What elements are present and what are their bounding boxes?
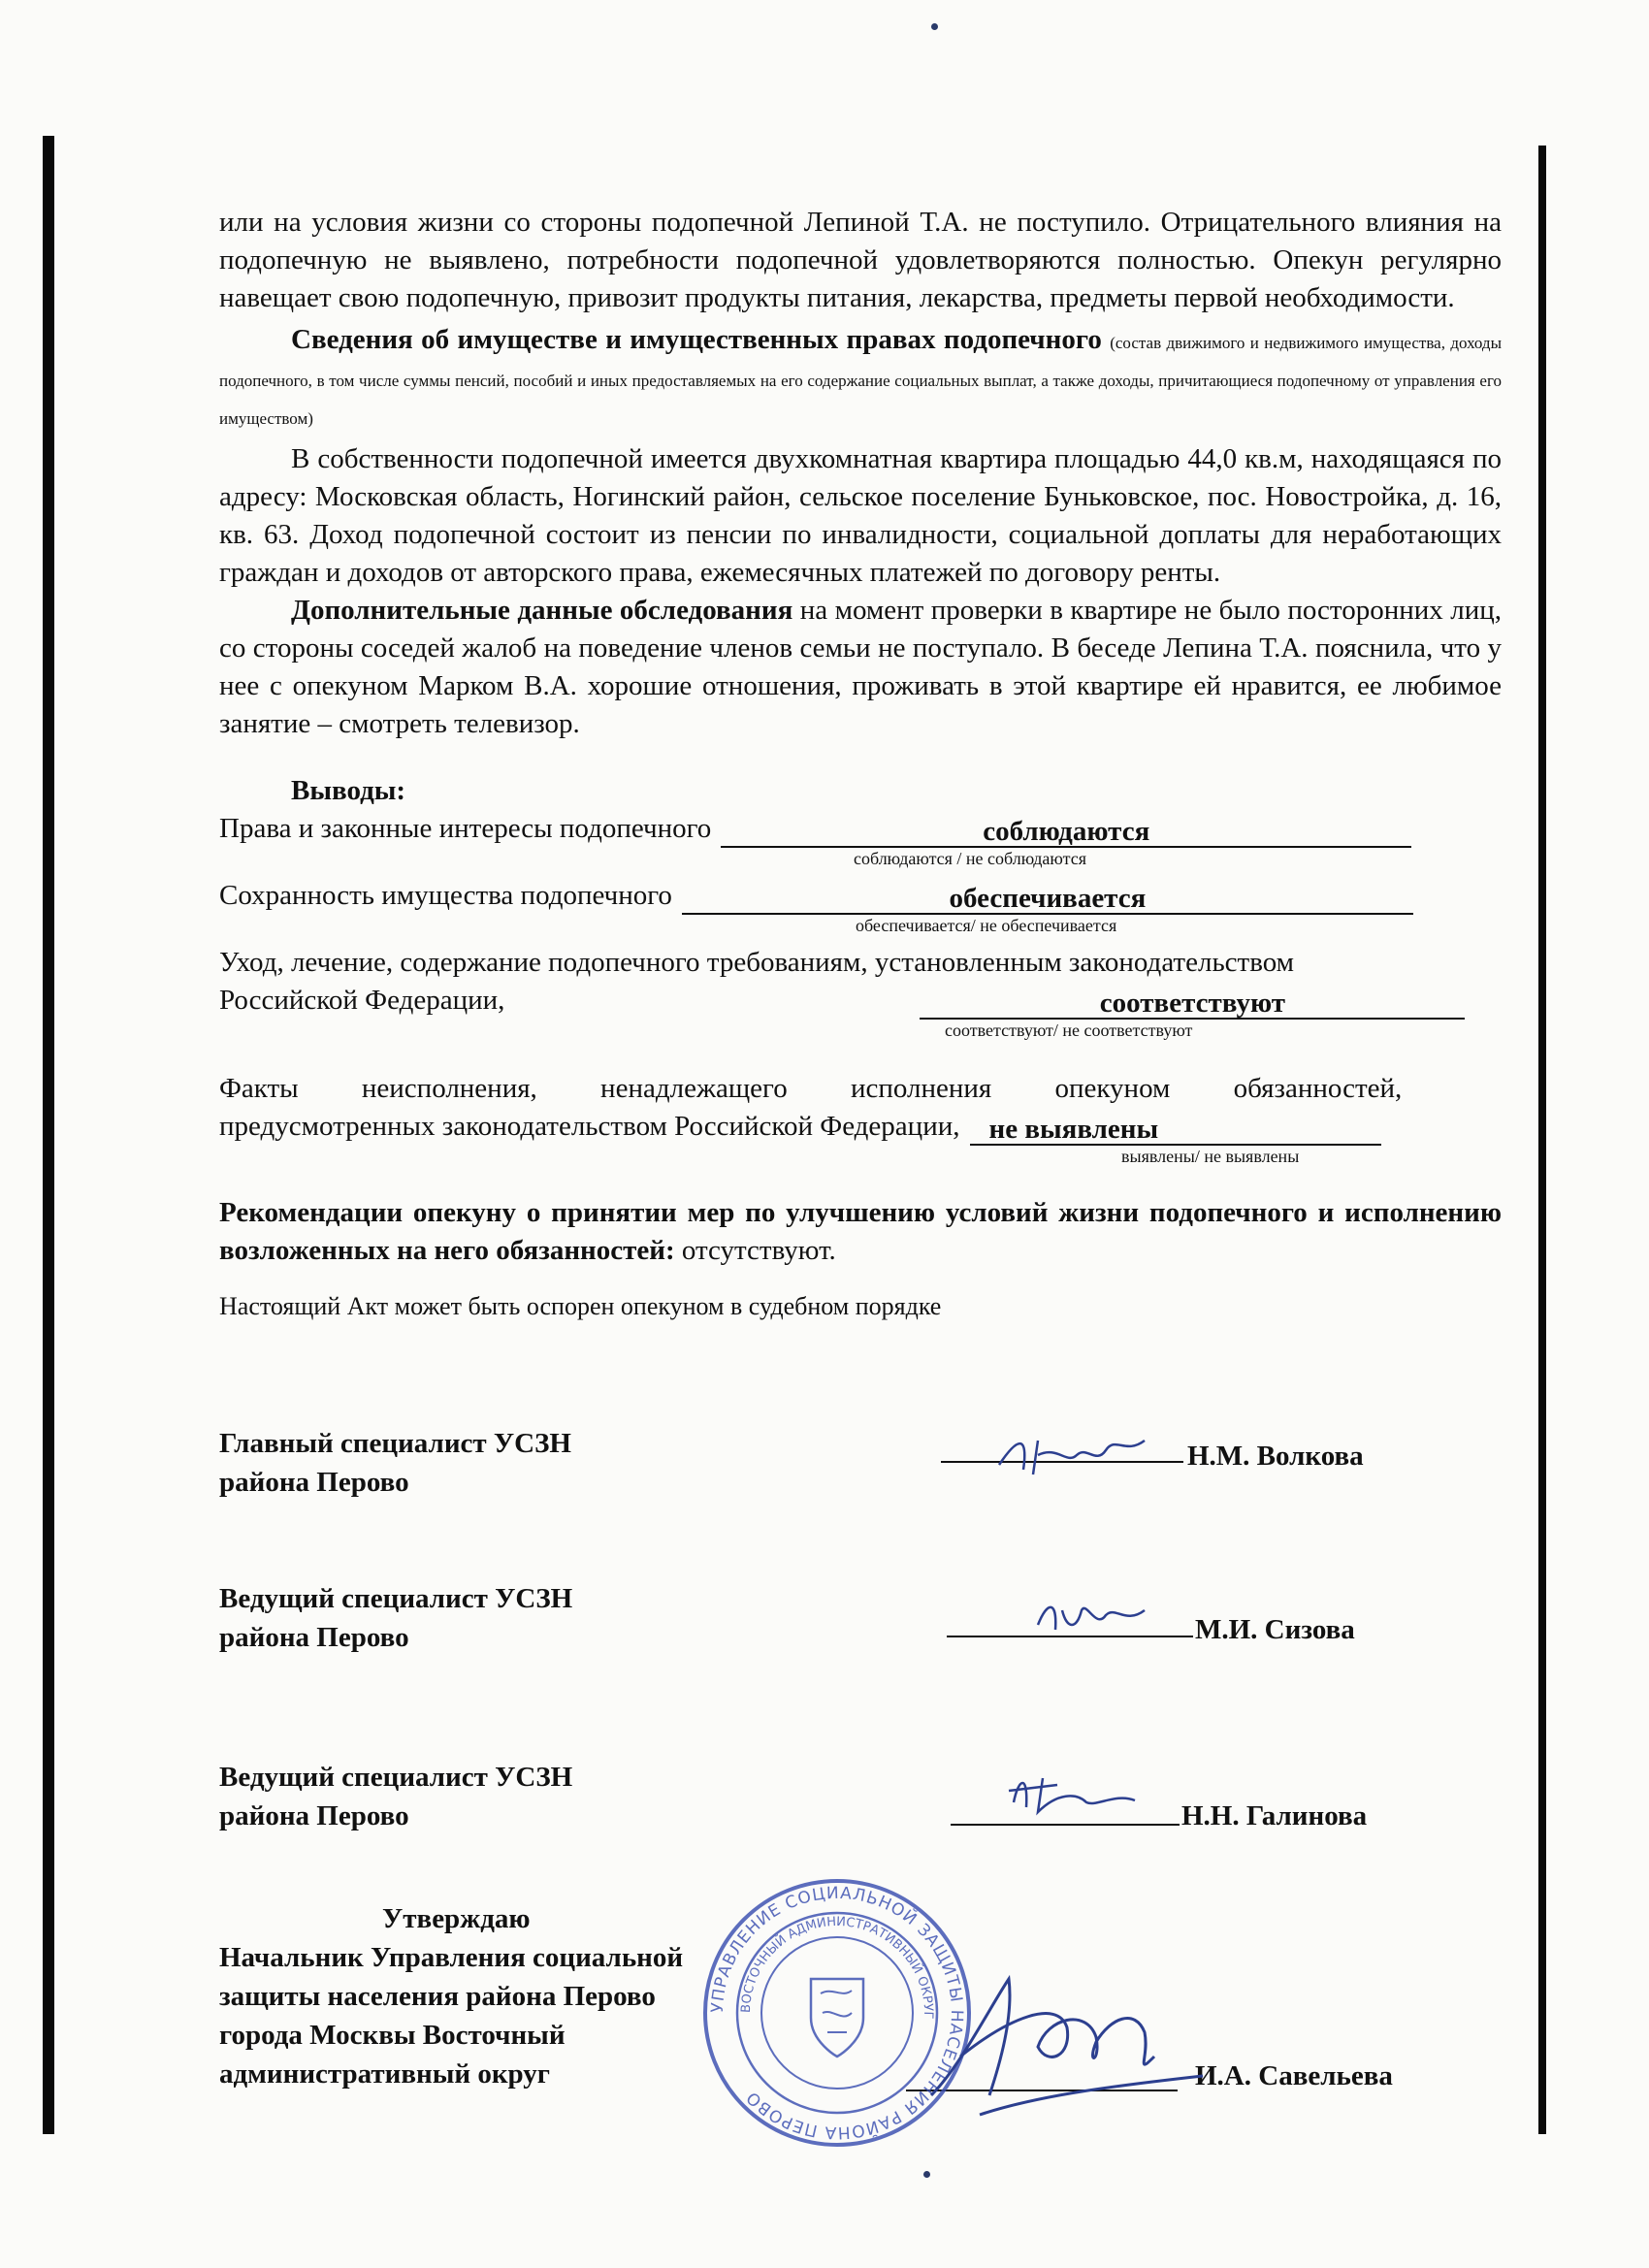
rights-hint: соблюдаются / не соблюдаются [854, 849, 1086, 868]
approval-signature-scribble [902, 1950, 1212, 2124]
stamp-inner-text: ВОСТОЧНЫЙ АДМИНИСТРАТИВНЫЙ ОКРУГ [738, 1914, 936, 2020]
conclusion-property [219, 877, 1502, 915]
facts-value: не выявлены [970, 1115, 1381, 1146]
signature-3-scribble [999, 1764, 1145, 1822]
property-heading-note: (состав движимого и недвижимого имущества, доходы подопечного, в том числе суммы пенсий, пособий и иных предоставляемых на его содержание социальных выплат, а также доходы, причитающиеся подопечному от управления его имуществом) [219, 334, 1502, 428]
care-label-line2: Российской Федерации, [219, 985, 505, 1016]
document-body [219, 204, 1502, 1325]
signatory-2-name: М.И. Сизова [1195, 1614, 1355, 1645]
facts-hint: выявлены/ не выявлены [1121, 1147, 1300, 1166]
signatory-2-title-line1: Ведущий специалист УСЗН [219, 1583, 573, 1614]
signatory-3-name: Н.Н. Галинова [1181, 1800, 1368, 1831]
additional-text: на момент проверки в квартире не было посторонних лиц, со стороны соседей жалоб на поведение членов семьи не поступало. В беседе Лепина Т.А. пояснила, что у нее с опекуном Марком В.А. хорошие отношения, проживать в этой квартире ей нравится, ее любимое занятие – смотреть телевизор. [219, 595, 1502, 739]
signatory-1-name: Н.М. Волкова [1187, 1441, 1364, 1472]
rights-value: соблюдаются [721, 817, 1411, 848]
additional-heading: Дополнительные данные обследования [291, 595, 793, 626]
signatory-2-title-line2: района Перово [219, 1622, 409, 1653]
approval-line4: административный округ [219, 2058, 550, 2090]
conclusion-facts [219, 1108, 1502, 1146]
conclusion-care [219, 982, 1502, 1020]
property-text: В собственности подопечной имеется двухкомнатная квартира площадью 44,0 кв.м, находящаяся по адресу: Московская область, Ногинский район, сельское поселение Буньковское, пос. Новостройка, д. 16, кв. 63. Доход подопечной состоит из пенсии по инвалидности, социальной доплаты для неработающих граждан и доходов от авторского права, ежемесячных платежей по договору ренты. [219, 443, 1502, 588]
approve-word: Утверждаю [382, 1903, 531, 1934]
recommendations-bold: Рекомендации опекуну о принятии мер по улучшению условий жизни подопечного и исполнению возложенных на него обязанностей: [219, 1197, 1502, 1266]
approval-line1: Начальник Управления социальной [219, 1942, 684, 1973]
signatory-3-title-line1: Ведущий специалист УСЗН [219, 1762, 573, 1793]
care-value: соответствуют [920, 988, 1465, 1020]
conclusion-rights [219, 810, 1502, 848]
signature-1-scribble [980, 1426, 1154, 1484]
ink-speck [923, 2171, 930, 2178]
recommendations-value: отсутствуют. [681, 1235, 836, 1266]
facts-label-line1: Факты неисполнения, ненадлежащего исполнения опекуном обязанностей, [219, 1073, 1403, 1104]
rights-label: Права и законные интересы подопечного [219, 813, 712, 844]
property-hint: обеспечивается/ не обеспечивается [856, 916, 1117, 935]
scan-edge-left [43, 136, 54, 2134]
signature-line-3 [951, 1824, 1180, 1826]
approval-line3: города Москвы Восточный [219, 2020, 566, 2051]
recommendations [219, 1194, 1502, 1270]
appeal-note: Настоящий Акт может быть оспорен опекуном в судебном порядке [219, 1292, 942, 1320]
property-section [219, 321, 1502, 592]
care-label-line1: Уход, лечение, содержание подопечного требованиям, установленным законодательством [219, 947, 1295, 978]
approval-line2: защиты населения района Перово [219, 1981, 656, 2012]
property-label: Сохранность имущества подопечного [219, 880, 672, 911]
signature-2-scribble [1028, 1591, 1164, 1639]
additional-section [219, 592, 1502, 743]
stamp-outer-text: УПРАВЛЕНИЕ СОЦИАЛЬНОЙ ЗАЩИТЫ НАСЕЛЕНИЯ РАЙОНА ПЕРОВО [707, 1883, 967, 2143]
property-value: обеспечивается [682, 884, 1413, 915]
property-heading: Сведения об имуществе и имущественных правах подопечного [291, 324, 1102, 355]
care-hint: соответствуют/ не соответствуют [945, 1021, 1193, 1040]
signatory-1-title-line2: района Перово [219, 1467, 409, 1498]
facts-label-line2: предусмотренных законодательством Российской Федерации, [219, 1111, 960, 1142]
ink-speck [931, 23, 938, 30]
signatory-1-title-line1: Главный специалист УСЗН [219, 1428, 571, 1459]
intro-paragraph: или на условия жизни со стороны подопечной Лепиной Т.А. не поступило. Отрицательного влияния на подопечную не выявлено, потребности подопечной удовлетворяются полностью. Опекун регулярно навещает свою подопечную, привозит продукты питания, лекарства, предметы первой необходимости. [219, 207, 1502, 313]
approval-name: И.А. Савельева [1195, 2060, 1393, 2091]
conclusions-heading: Выводы: [291, 775, 406, 806]
scan-edge-right [1538, 146, 1546, 2134]
signatory-3-title-line2: района Перово [219, 1800, 409, 1831]
